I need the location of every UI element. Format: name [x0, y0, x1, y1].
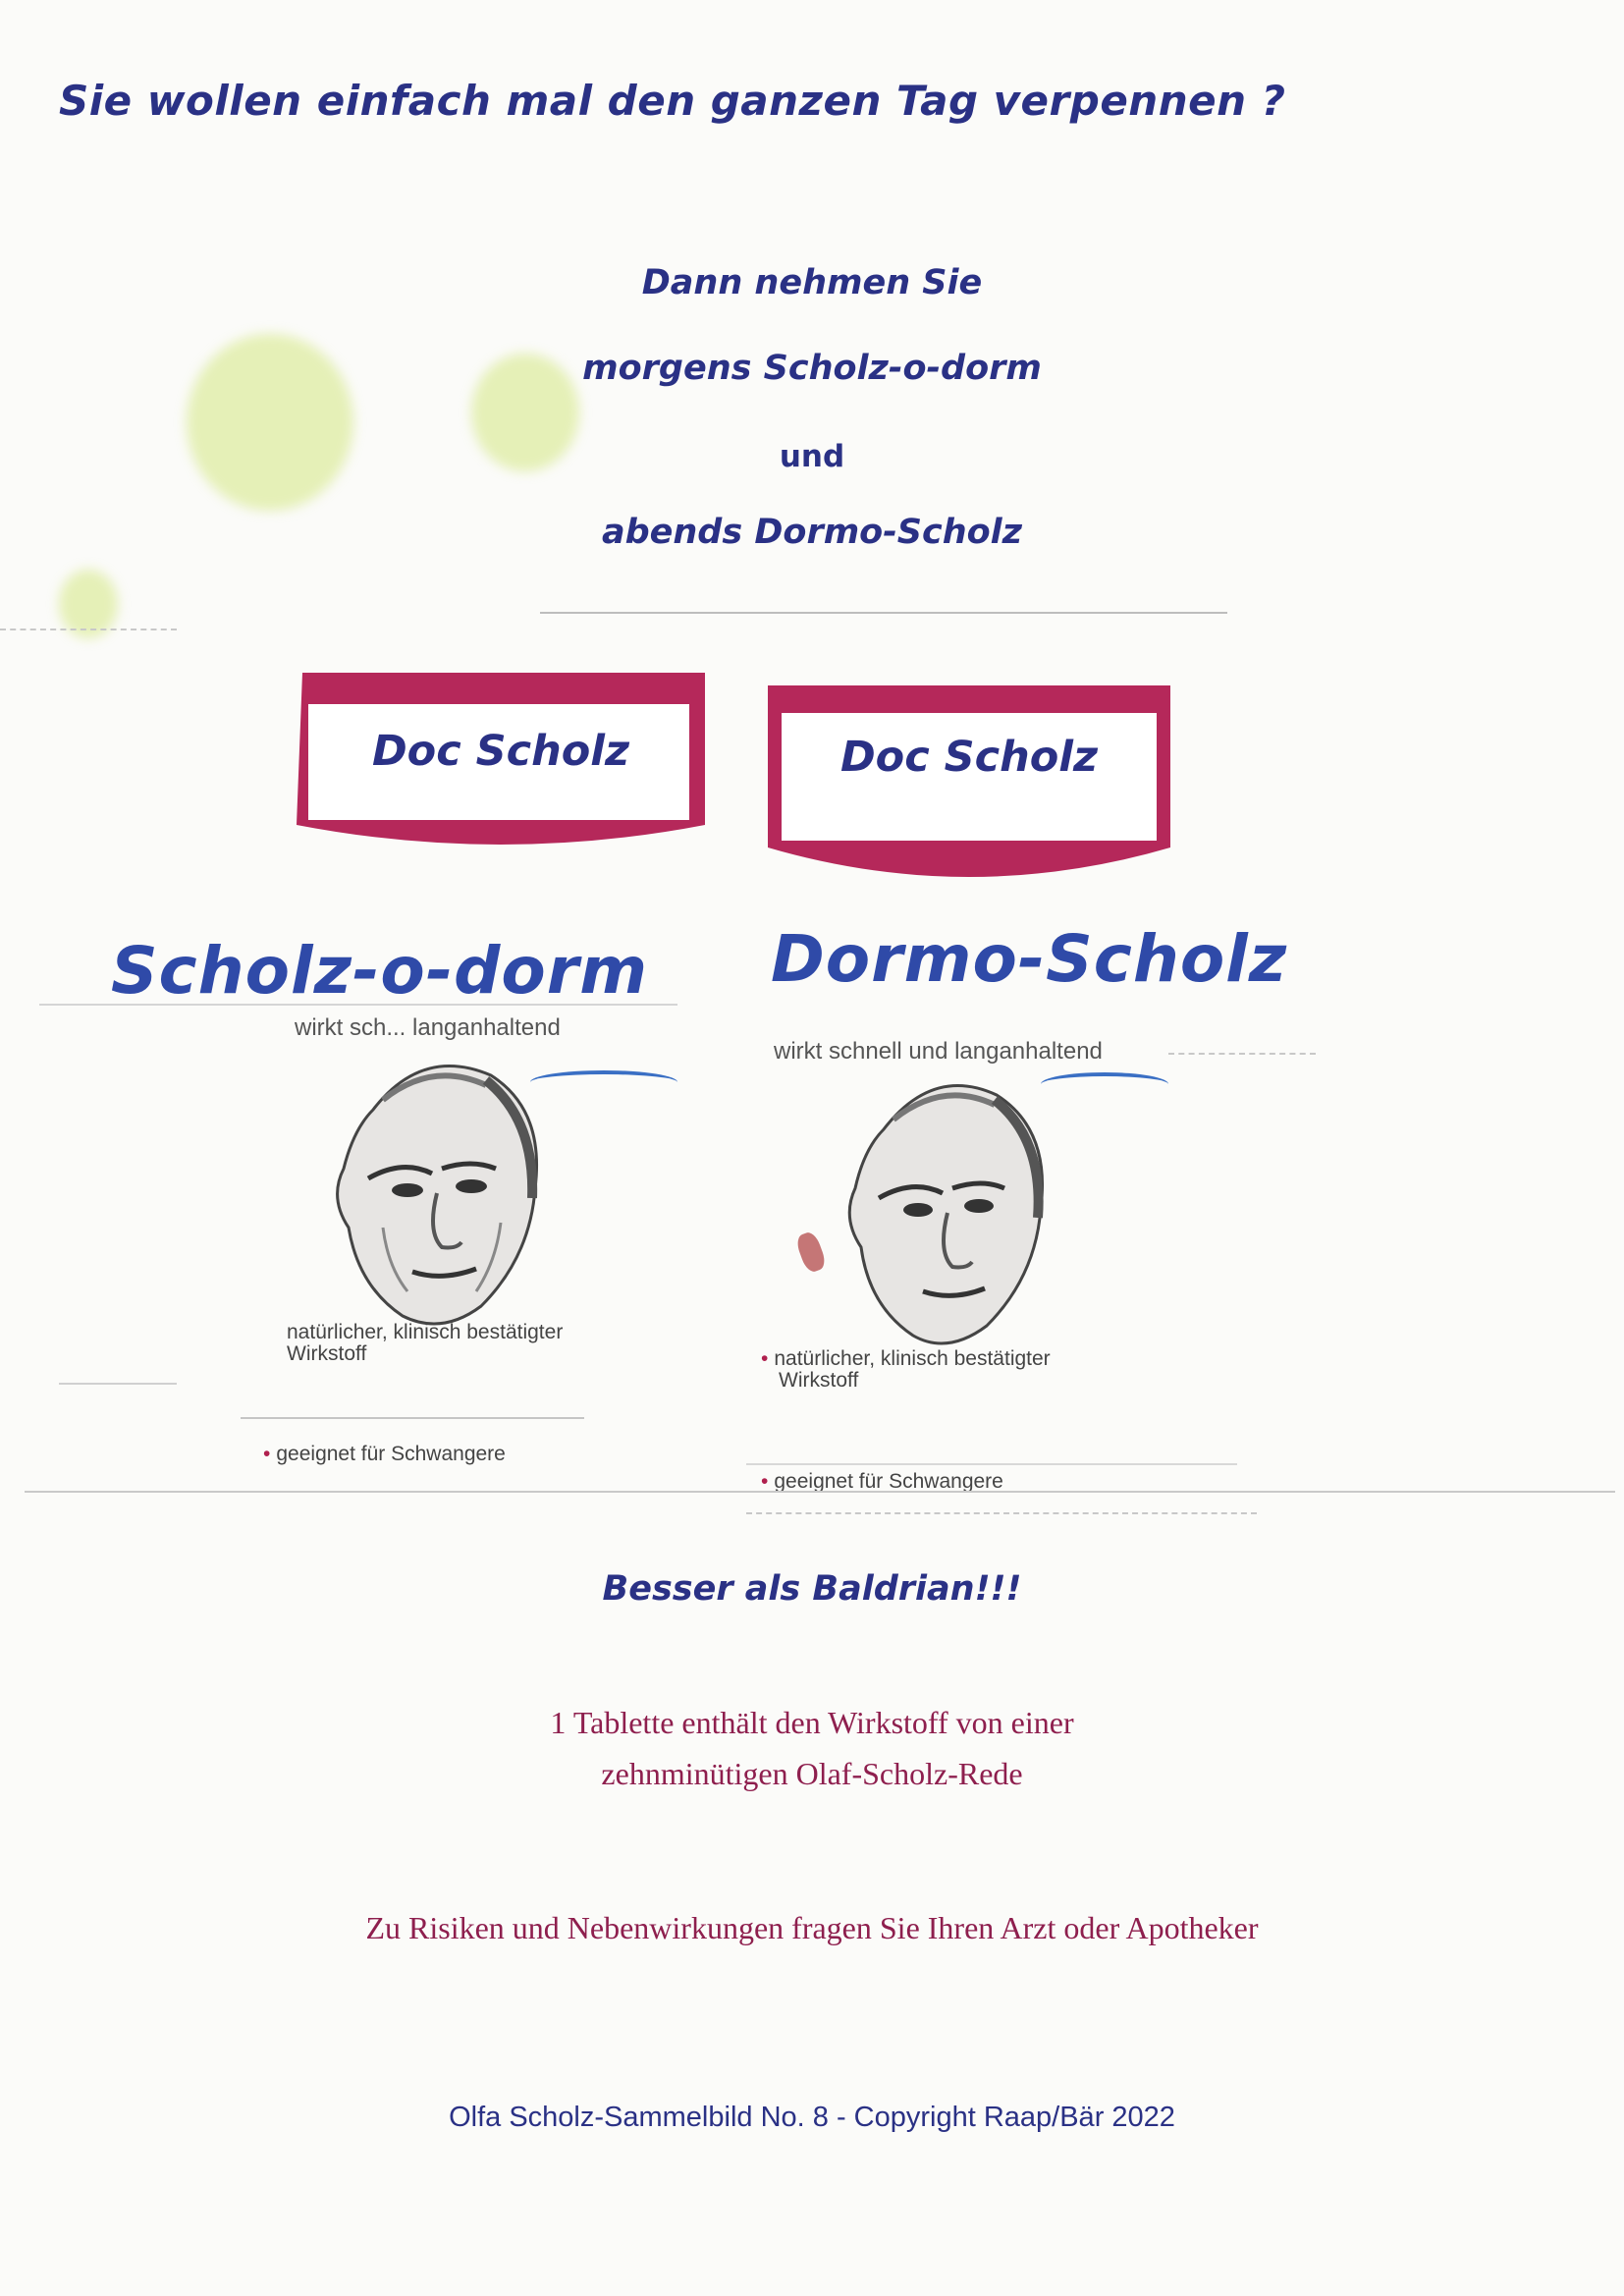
suitability-text: geeignet für Schwangere	[774, 1470, 1003, 1493]
tagline-right: wirkt schnell und langanhaltend	[774, 1038, 1103, 1065]
divider	[540, 612, 1227, 614]
divider	[0, 629, 177, 630]
divider	[39, 1004, 677, 1006]
scan-splash	[187, 334, 353, 511]
product-name-right: Dormo-Scholz	[771, 921, 1288, 997]
intro-line-3: und	[779, 439, 845, 474]
intro-line-4: abends Dormo-Scholz	[601, 513, 1023, 552]
suitability-left	[263, 1444, 506, 1465]
product-name-left: Scholz-o-dorm	[111, 933, 649, 1009]
dose-line-1: 1 Tablette enthält den Wirkstoff von einer	[550, 1705, 1074, 1740]
intro-line-1: Dann nehmen Sie	[641, 263, 983, 302]
suitability-text: geeignet für Schwangere	[276, 1443, 506, 1465]
claim-line-2: Wirkstoff	[287, 1342, 367, 1366]
bullet-icon: •	[761, 1470, 769, 1493]
claim-line-1: natürlicher, klinisch bestätigter	[287, 1321, 564, 1343]
divider	[746, 1512, 1257, 1514]
tagline-left: wirkt sch... langanhaltend	[295, 1014, 561, 1041]
divider	[1168, 1053, 1316, 1055]
claim-left	[287, 1322, 563, 1365]
bullet-icon: •	[263, 1443, 271, 1465]
claim-line-2: Wirkstoff	[779, 1369, 859, 1393]
claim-right	[761, 1348, 1051, 1392]
bullet-icon: •	[761, 1347, 769, 1370]
footer-copyright: Olfa Scholz-Sammelbild No. 8 - Copyright Raap/Bär 2022	[449, 2102, 1175, 2133]
label-text: Doc Scholz	[371, 727, 630, 776]
slogan: Besser als Baldrian!!!	[602, 1569, 1022, 1609]
label-banner	[768, 685, 1170, 902]
dose-line-2: zehnminütigen Olaf-Scholz-Rede	[601, 1756, 1023, 1791]
portrait-right	[830, 1061, 1070, 1355]
divider	[59, 1383, 177, 1385]
claim-line-1: natürlicher, klinisch bestätigter	[774, 1347, 1051, 1370]
portrait-left	[314, 1041, 569, 1336]
warning: Zu Risiken und Nebenwirkungen fragen Sie Ihren Arzt oder Apotheker	[365, 1910, 1259, 1945]
divider	[746, 1463, 1237, 1465]
headline: Sie wollen einfach mal den ganzen Tag verpennen ?	[59, 77, 1286, 125]
divider	[25, 1491, 1615, 1493]
label-text: Doc Scholz	[839, 733, 1099, 782]
suitability-right	[761, 1471, 1003, 1493]
divider	[241, 1417, 584, 1419]
intro-line-2: morgens Scholz-o-dorm	[582, 349, 1042, 388]
